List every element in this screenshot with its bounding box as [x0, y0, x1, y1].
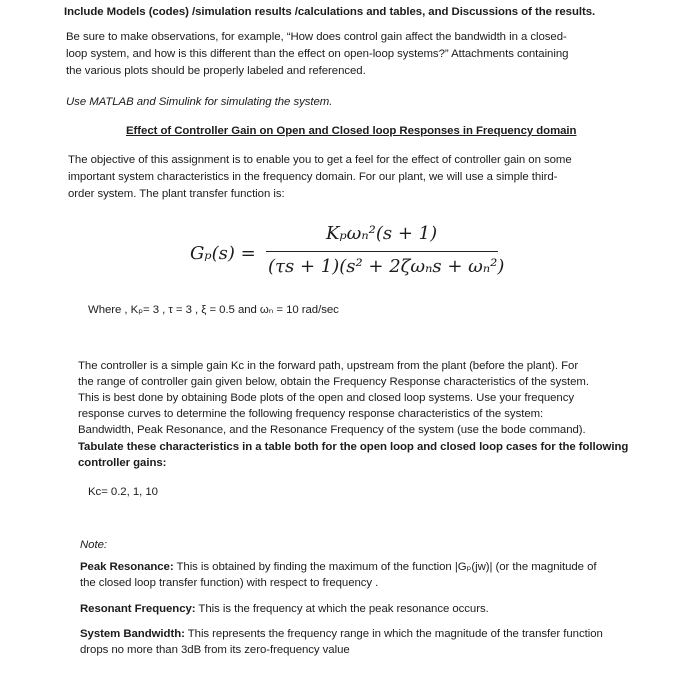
fraction-bar: [266, 251, 498, 252]
resonant-frequency-note: [80, 602, 489, 618]
tools-note: Use MATLAB and Simulink for simulating the system.: [66, 96, 333, 108]
transfer-function-denominator: (τs + 1)(s² + 2ζωₙs + ωₙ²): [268, 256, 505, 277]
tabulate-line-1: Tabulate these characteristics in a table both for the open loop and closed loop cases for the following: [78, 441, 629, 453]
controller-line-4: response curves to determine the following frequency response characteristics of the system:: [78, 408, 544, 420]
system-bandwidth-term: System Bandwidth:: [80, 628, 185, 640]
peak-resonance-term: Peak Resonance:: [80, 561, 174, 573]
transfer-function-numerator: Kₚωₙ²(s + 1): [326, 223, 438, 244]
system-bandwidth-note: [80, 627, 603, 643]
controller-line-2: the range of controller gain given below, obtain the Frequency Response characteristics of the system.: [78, 376, 589, 388]
plant-parameters: Where , Kₚ= 3 , τ = 3 , ξ = 0.5 and ωₙ = 10 rad/sec: [88, 304, 339, 316]
controller-line-1: The controller is a simple gain Kc in the forward path, upstream from the plant (before the plant). For: [78, 360, 579, 372]
objective-line-3: order system. The plant transfer function is:: [68, 188, 285, 200]
system-bandwidth-text: This represents the frequency range in which the magnitude of the transfer function: [184, 628, 603, 640]
objective-line-2: important system characteristics in the frequency domain. For our plant, we will use a simple third-: [68, 171, 558, 183]
observations-line-3: the various plots should be properly labeled and referenced.: [66, 65, 366, 77]
peak-resonance-text: This is obtained by finding the maximum of the function |Gₚ(jw)| (or the magnitude of: [173, 561, 597, 573]
tabulate-line-2: controller gains:: [78, 457, 167, 469]
peak-resonance-text-2: the closed loop transfer function) with respect to frequency .: [80, 577, 379, 589]
controller-line-5: Bandwidth, Peak Resonance, and the Resonance Frequency of the system (use the bode command).: [78, 424, 586, 436]
resonant-frequency-text: This is the frequency at which the peak resonance occurs.: [195, 603, 489, 615]
resonant-frequency-term: Resonant Frequency:: [80, 603, 196, 615]
transfer-function-lhs: Gₚ(s) =: [190, 243, 256, 264]
page-title: Include Models (codes) /simulation results /calculations and tables, and Discussions of the results.: [64, 6, 596, 18]
objective-line-1: The objective of this assignment is to enable you to get a feel for the effect of controller gain on some: [68, 154, 572, 166]
note-label: Note:: [80, 539, 107, 551]
peak-resonance-note: [80, 560, 596, 576]
controller-line-3: This is best done by obtaining Bode plots of the open and closed loop systems. Use your frequency: [78, 392, 575, 404]
controller-gains: Kc= 0.2, 1, 10: [88, 486, 158, 498]
observations-line-2: loop system, and how is this different than the effect on open-loop systems?” Attachments containing: [66, 48, 569, 60]
system-bandwidth-text-2: drops no more than 3dB from its zero-frequency value: [80, 644, 350, 656]
section-heading: Effect of Controller Gain on Open and Closed loop Responses in Frequency domain: [126, 125, 577, 137]
observations-line-1: Be sure to make observations, for example, “How does control gain affect the bandwidth in a closed-: [66, 31, 567, 43]
